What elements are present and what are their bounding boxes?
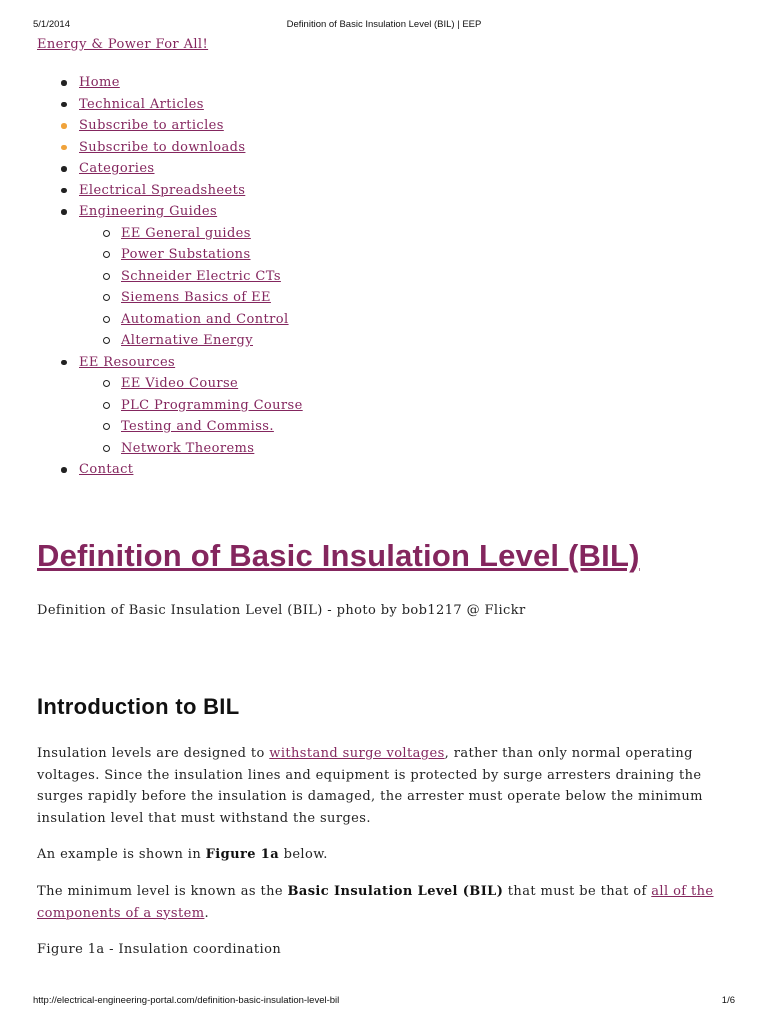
system-components-link[interactable]: all of the components of a system	[37, 884, 714, 921]
circle-bullet-icon	[103, 230, 110, 237]
nav-item-engineering-guides	[37, 201, 737, 223]
subnav-link-automation-control[interactable]: Automation and Control	[121, 311, 289, 327]
photo-caption: Definition of Basic Insulation Level (BIL) - photo by bob1217 @ Flickr	[37, 603, 526, 618]
bullet-icon	[61, 102, 67, 108]
print-footer	[0, 995, 768, 1009]
site-home-link[interactable]: Energy & Power For All!	[37, 37, 209, 52]
nav-item-categories	[37, 158, 737, 180]
text: The minimum level is known as the	[37, 884, 288, 899]
text: .	[204, 905, 209, 921]
nav-item-electrical-spreadsheets	[37, 180, 737, 202]
subnav-item	[37, 373, 737, 395]
bullet-icon	[61, 467, 67, 473]
nav-item-ee-resources	[37, 352, 737, 374]
subnav-link-alternative-energy[interactable]: Alternative Energy	[121, 333, 253, 348]
bullet-icon	[61, 80, 67, 86]
subnav-link-ee-video-course[interactable]: EE Video Course	[121, 376, 239, 391]
subnav-link-siemens-basics[interactable]: Siemens Basics of EE	[121, 290, 271, 305]
bullet-icon	[61, 123, 67, 129]
subnav-link-schneider-electric-cts[interactable]: Schneider Electric CTs	[121, 268, 281, 284]
subnav-item	[37, 438, 737, 460]
subnav-link-ee-general-guides[interactable]: EE General guides	[121, 225, 251, 241]
circle-bullet-icon	[103, 380, 110, 387]
subnav-item	[37, 266, 737, 288]
subnav-item	[37, 395, 737, 417]
text: An example is shown in	[37, 847, 206, 862]
circle-bullet-icon	[103, 445, 110, 452]
subnav-item	[37, 416, 737, 438]
subnav-link-power-substations[interactable]: Power Substations	[121, 247, 251, 262]
print-header	[0, 19, 768, 33]
nav-link-categories[interactable]: Categories	[79, 161, 155, 176]
circle-bullet-icon	[103, 251, 110, 258]
intro-paragraph	[37, 743, 737, 829]
nav-link-ee-resources[interactable]: EE Resources	[79, 354, 176, 370]
print-page-title: Definition of Basic Insulation Level (BIL) | EEP	[286, 19, 482, 30]
print-page-number: 1/6	[721, 995, 735, 1006]
circle-bullet-icon	[103, 294, 110, 301]
text: , rather than only normal operating voltages. Since the insulation lines and equipment is protected by surge arresters draining the surges rapidly before the insulation is damaged, the arrester must operate below the minimum insulation level that must withstand the surges.	[37, 746, 703, 826]
intro-heading: Introduction to BIL	[37, 694, 240, 719]
article-title	[37, 536, 640, 576]
subnav-item	[37, 223, 737, 245]
nav-item-subscribe-articles	[37, 115, 737, 137]
figure-caption: Figure 1a - Insulation coordination	[37, 942, 282, 957]
nav-link-home[interactable]: Home	[79, 75, 120, 90]
nav-item-technical-articles	[37, 94, 737, 116]
figure-reference: Figure 1a	[205, 847, 280, 862]
print-date: 5/1/2014	[33, 19, 70, 30]
subnav-item	[37, 330, 737, 352]
bullet-icon	[61, 188, 67, 194]
text: that must be that of	[503, 884, 652, 899]
circle-bullet-icon	[103, 337, 110, 344]
circle-bullet-icon	[103, 316, 110, 323]
bullet-icon	[61, 166, 67, 172]
withstand-surge-voltages-link[interactable]: withstand surge voltages	[269, 746, 445, 761]
bullet-icon	[61, 209, 67, 215]
bullet-icon	[61, 145, 67, 151]
bullet-icon	[61, 360, 67, 366]
subnav-item	[37, 287, 737, 309]
subnav-link-testing-commissioning[interactable]: Testing and Commiss.	[121, 419, 274, 434]
main-navigation	[37, 72, 737, 481]
print-url: http://electrical-engineering-portal.com/definition-basic-insulation-level-bil	[33, 995, 340, 1006]
nav-link-subscribe-downloads[interactable]: Subscribe to downloads	[79, 139, 246, 155]
article-title-link[interactable]: Definition of Basic Insulation Level (BIL)	[37, 538, 640, 573]
subnav-link-plc-programming[interactable]: PLC Programming Course	[121, 397, 303, 413]
nav-link-subscribe-articles[interactable]: Subscribe to articles	[79, 118, 224, 133]
example-paragraph	[37, 844, 737, 866]
nav-link-engineering-guides[interactable]: Engineering Guides	[79, 204, 218, 219]
bil-paragraph	[37, 881, 737, 924]
nav-link-electrical-spreadsheets[interactable]: Electrical Spreadsheets	[79, 182, 246, 198]
circle-bullet-icon	[103, 423, 110, 430]
subnav-link-network-theorems[interactable]: Network Theorems	[121, 440, 255, 456]
nav-link-technical-articles[interactable]: Technical Articles	[79, 96, 204, 112]
nav-item-subscribe-downloads	[37, 137, 737, 159]
circle-bullet-icon	[103, 402, 110, 409]
text: below.	[279, 847, 328, 862]
nav-item-contact	[37, 459, 737, 481]
circle-bullet-icon	[103, 273, 110, 280]
nav-link-contact[interactable]: Contact	[79, 462, 134, 477]
subnav-item	[37, 309, 737, 331]
text: Insulation levels are designed to	[37, 746, 270, 761]
bil-term: Basic Insulation Level (BIL)	[287, 884, 504, 899]
subnav-item	[37, 244, 737, 266]
nav-item-home	[37, 72, 737, 94]
